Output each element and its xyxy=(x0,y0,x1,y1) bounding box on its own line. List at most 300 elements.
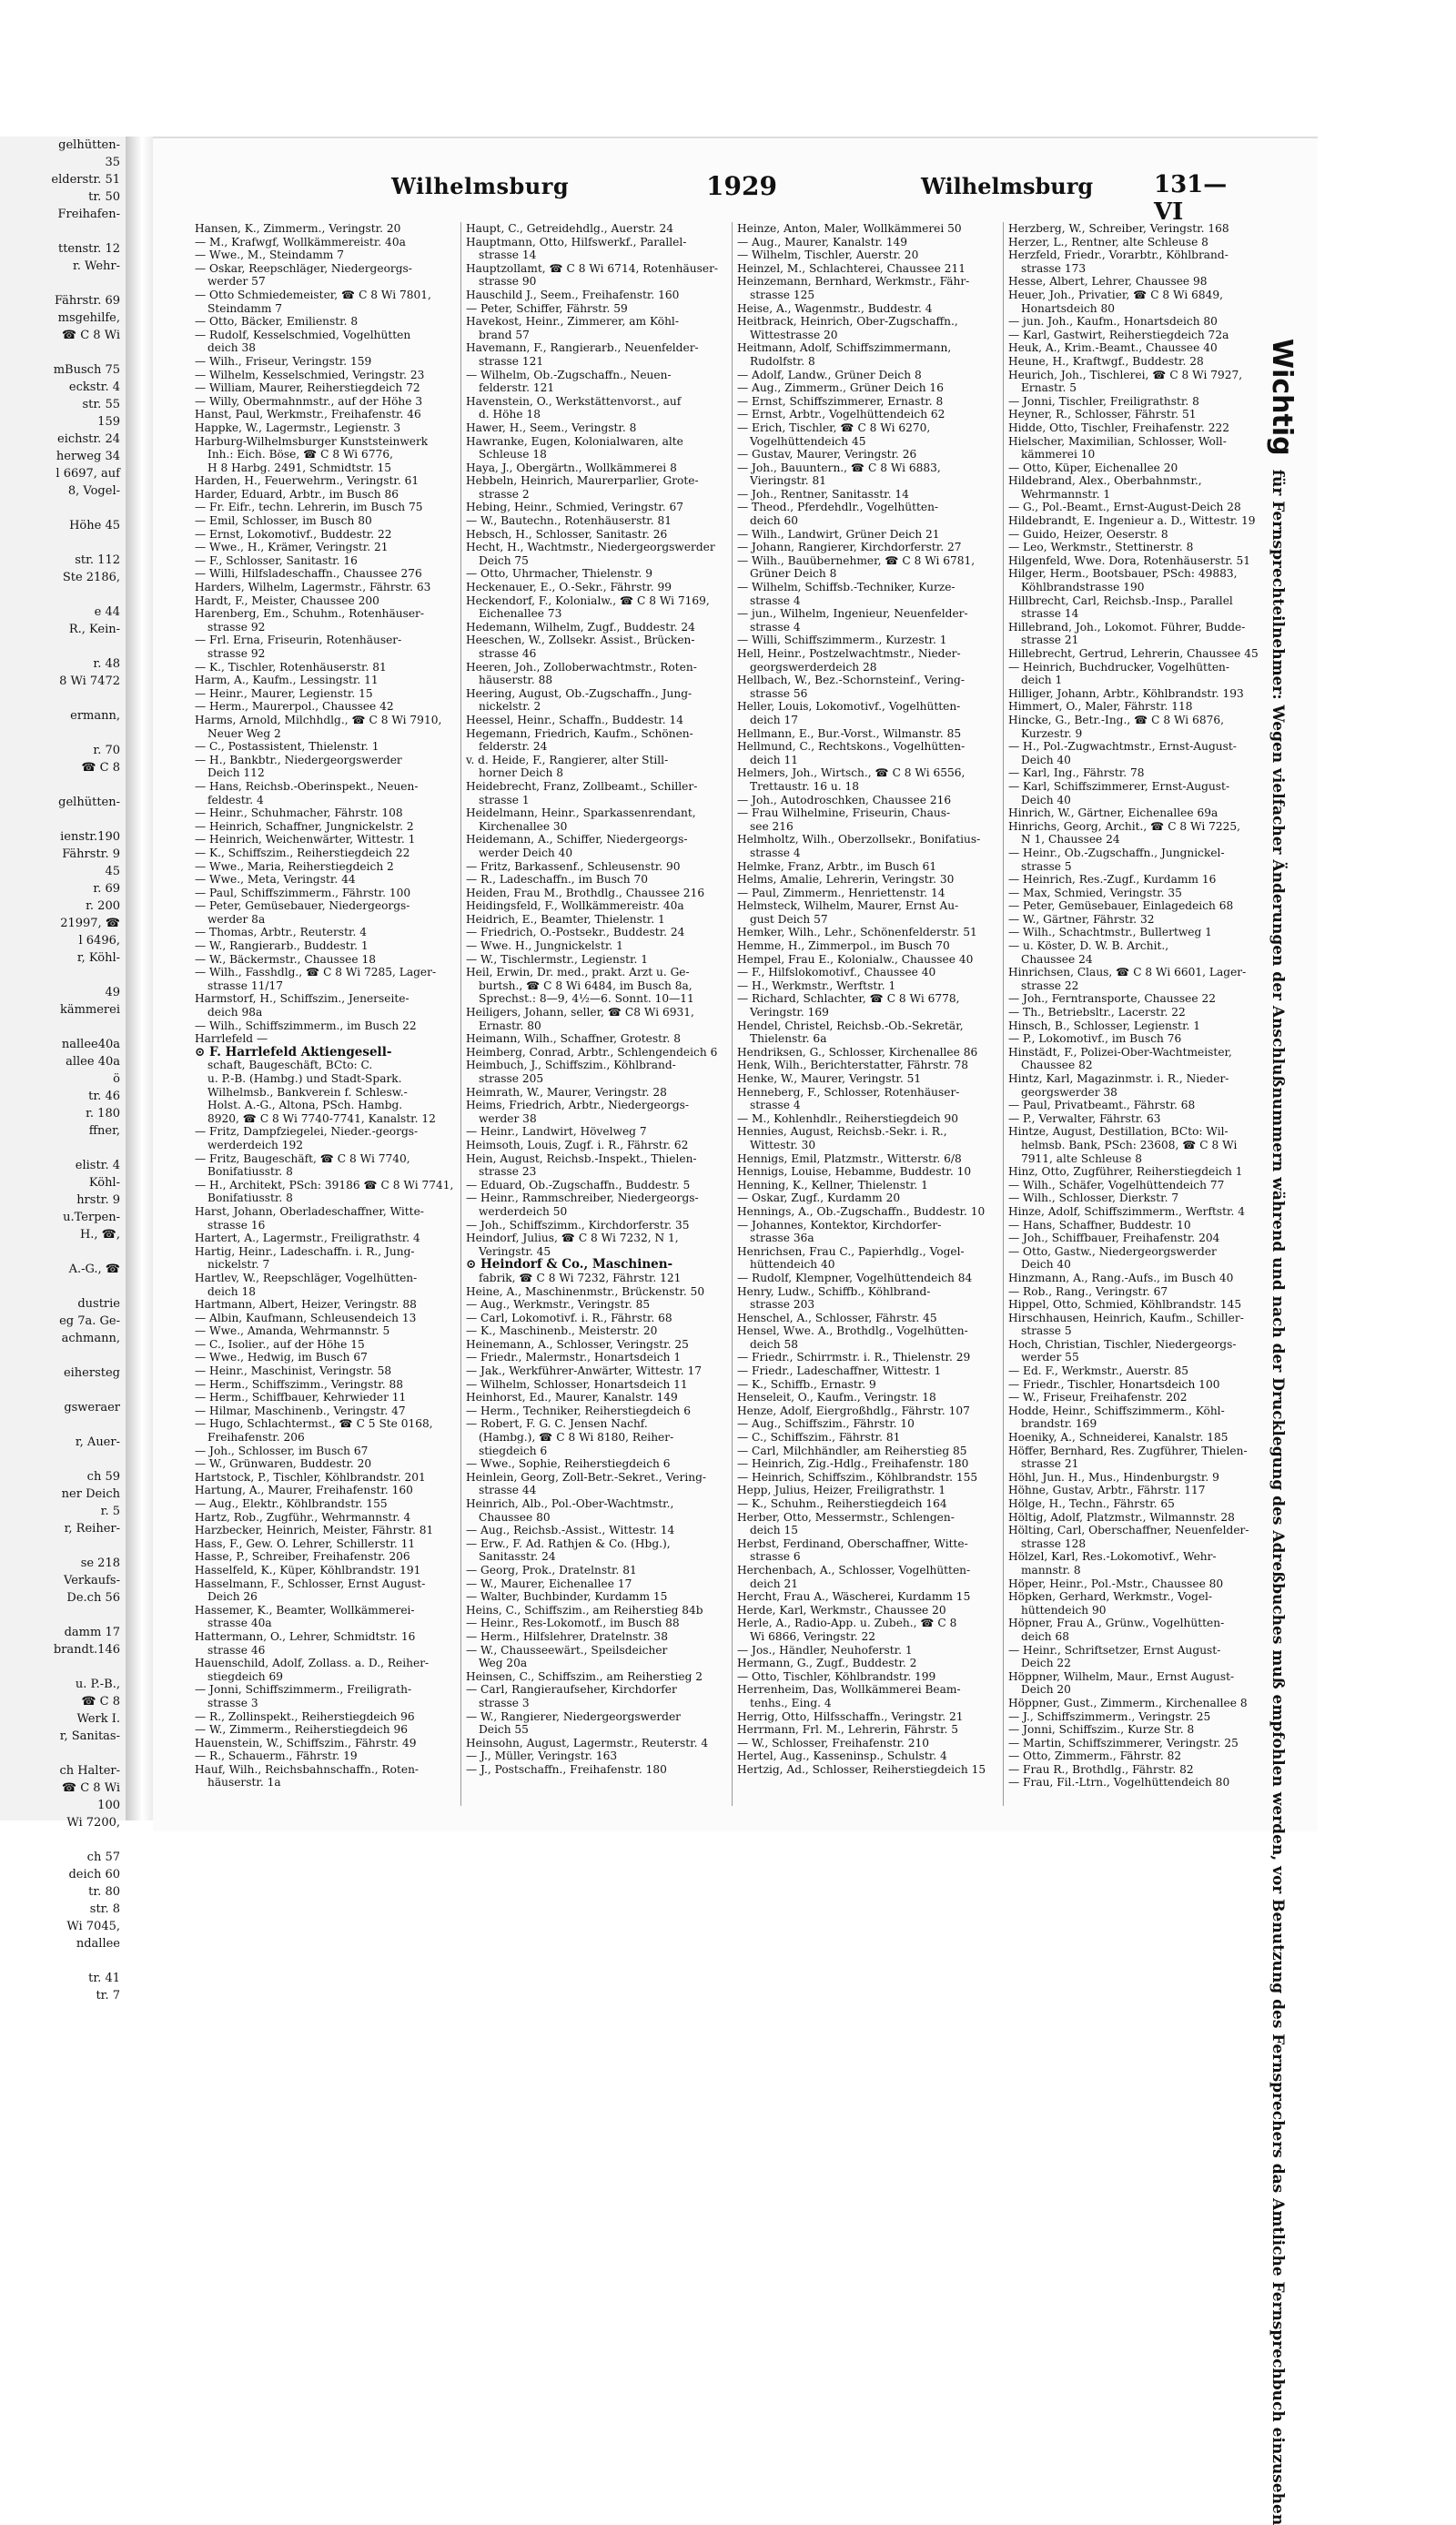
directory-entry-line: deich 38 xyxy=(207,341,256,355)
directory-entry-line: Steindamm 7 xyxy=(207,301,283,315)
directory-entry-line: Herber, Otto, Messermstr., Schlengen- xyxy=(737,1510,955,1524)
directory-entry-line: strasse 1 xyxy=(479,793,530,806)
directory-entry-line: — F., Schlosser, Sanitastr. 16 xyxy=(195,553,358,567)
book-gutter xyxy=(126,137,153,1820)
directory-entry-line: — Otto, Uhrmacher, Thielenstr. 9 xyxy=(466,567,653,581)
prev-page-line: ☎ C 8 xyxy=(81,761,120,775)
directory-entry-line: — Frau, Fil.-Ltrn., Vogelhüttendeich 80 xyxy=(1008,1776,1230,1790)
prev-page-line: 21997, ☎ xyxy=(60,917,120,930)
directory-entry-line: Hercht, Frau A., Wäscherei, Kurdamm 15 xyxy=(737,1590,971,1604)
prev-page-line: u. P.-B., xyxy=(75,1678,120,1691)
directory-entry-line: — Heinr., Landwirt, Hövelweg 7 xyxy=(466,1125,647,1139)
prev-page-line: ndallee xyxy=(76,1937,120,1951)
directory-entry-line: Herde, Karl, Werkmstr., Chaussee 20 xyxy=(737,1603,946,1617)
directory-entry-line: Hartmann, Albert, Heizer, Veringstr. 88 xyxy=(195,1298,417,1312)
directory-entry-line: — Wwe., M., Steindamm 7 xyxy=(195,248,344,262)
directory-entry-line: strasse 36a xyxy=(750,1232,814,1245)
prev-page-line: r, Auer- xyxy=(75,1435,120,1449)
directory-entry-line: — Joh., Rentner, Sanitasstr. 14 xyxy=(737,487,909,501)
directory-entry-line: Harder, Eduard, Arbtr., im Busch 86 xyxy=(195,487,399,501)
directory-entry-line: Wehrmannstr. 1 xyxy=(1021,487,1111,501)
directory-entry-line: Heune, H., Kraftwgf., Buddestr. 28 xyxy=(1008,354,1204,368)
directory-entry-line: Wittestrasse 20 xyxy=(750,328,838,341)
directory-entry-line: deich 11 xyxy=(750,753,798,766)
directory-entry-line: Kirchenallee 30 xyxy=(479,819,568,833)
prev-page-line: ienstr.190 xyxy=(60,830,120,844)
prev-page-line: Werk I. xyxy=(76,1712,120,1726)
directory-entry-line: Hölge, H., Techn., Fährstr. 65 xyxy=(1008,1497,1175,1510)
directory-entry-line: Hillbrecht, Carl, Reichsb.-Insp., Parallel xyxy=(1008,593,1233,607)
directory-entry-line: georgswerder 38 xyxy=(1021,1085,1117,1099)
prev-page-line: msgehilfe, xyxy=(57,311,120,325)
directory-entry-line: Eichenallee 73 xyxy=(479,607,562,621)
prev-page-line: R., Kein- xyxy=(68,623,120,636)
directory-entry-line: Hincke, G., Betr.-Ing., ☎ C 8 Wi 6876, xyxy=(1008,713,1224,726)
directory-entry-line: Heims, Friedrich, Arbtr., Niedergeorgs- xyxy=(466,1099,690,1112)
directory-entry-line: — W., Gärtner, Fährstr. 32 xyxy=(1008,912,1155,926)
directory-entry-line: Heuk, A., Krim.-Beamt., Chaussee 40 xyxy=(1008,341,1218,355)
directory-entry-line: Höffer, Bernhard, Res. Zugführer, Thielen- xyxy=(1008,1444,1248,1457)
directory-entry-line: N 1, Chaussee 24 xyxy=(1021,833,1120,847)
directory-entry-line: fabrik, ☎ C 8 Wi 7232, Fährstr. 121 xyxy=(479,1271,682,1284)
prev-page-line: elderstr. 51 xyxy=(51,173,120,187)
directory-entry-line: Chaussee 80 xyxy=(479,1510,551,1524)
directory-entry-line: Hellmann, E., Bur.-Vorst., Wilmanstr. 85 xyxy=(737,726,962,740)
directory-entry-line: — Eduard, Ob.-Zugschaffn., Buddestr. 5 xyxy=(466,1178,691,1192)
directory-entry-line: Hildebrandt, E. Ingenieur a. D., Wittestr. 19 xyxy=(1008,514,1256,528)
directory-entry-line: Heinlein, Georg, Zoll-Betr.-Sekret., Vering- xyxy=(466,1470,707,1484)
directory-entry-line: — Willi, Schiffszimmerm., Kurzestr. 1 xyxy=(737,634,947,647)
directory-entry-line: Hanst, Paul, Werkmstr., Freihafenstr. 46 xyxy=(195,408,421,421)
directory-entry-line: Grüner Deich 8 xyxy=(750,567,837,581)
directory-entry-line: — Fritz, Baugeschäft, ☎ C 8 Wi 7740, xyxy=(195,1151,410,1165)
prev-page-line: 100 xyxy=(97,1799,120,1812)
directory-entry-line: deich 68 xyxy=(1021,1629,1069,1643)
directory-entry-line: — M., Krafwgf, Wollkämmereistr. 40a xyxy=(195,235,406,248)
directory-entry-line: feldestr. 4 xyxy=(207,793,264,806)
directory-entry-line: — Fritz, Barkassenf., Schleusenstr. 90 xyxy=(466,859,681,873)
column-divider xyxy=(1003,222,1004,1806)
page-number: 131—VI xyxy=(1154,171,1228,226)
directory-entry-line: Hartz, Rob., Zugführ., Wehrmannstr. 4 xyxy=(195,1510,411,1524)
directory-entry-line: Hinrichsen, Claus, ☎ C 8 Wi 6601, Lager- xyxy=(1008,966,1247,979)
directory-entry-line: brand 57 xyxy=(479,328,530,341)
directory-entry-line: — Fritz, Dampfziegelei, Nieder.-georgs- xyxy=(195,1125,419,1139)
directory-entry-line: Herrenheim, Das, Wollkämmerei Beam- xyxy=(737,1683,961,1697)
directory-entry-line: Hillebrand, Joh., Lokomot. Führer, Budde- xyxy=(1008,620,1246,634)
prev-page-line: str. 112 xyxy=(75,553,120,567)
directory-entry-line: Harmstorf, H., Schiffszim., Jenerseite- xyxy=(195,992,410,1006)
directory-entry-line: Helmsteck, Wilhelm, Maurer, Ernst Au- xyxy=(737,899,959,913)
directory-entry-line: Deich 40 xyxy=(1021,1258,1071,1272)
directory-entry-line: — Hilmar, Maschinenb., Veringstr. 47 xyxy=(195,1404,406,1417)
directory-entry-line: Hartlev, W., Reepschläger, Vogelhütten- xyxy=(195,1271,418,1284)
directory-entry-line: — W., Bäckermstr., Chaussee 18 xyxy=(195,952,376,966)
directory-entry-line: Havekost, Heinr., Zimmerer, am Köhl- xyxy=(466,315,679,329)
directory-entry-line: Neuer Weg 2 xyxy=(207,726,281,740)
directory-entry-line: brandstr. 169 xyxy=(1021,1417,1097,1431)
directory-entry-line: Heimbuch, J., Schiffszim., Köhlbrand- xyxy=(466,1059,676,1072)
directory-entry-line: — Th., Betriebsltr., Lacerstr. 22 xyxy=(1008,1006,1186,1019)
directory-entry-line: — Erw., F. Ad. Rathjen & Co. (Hbg.), xyxy=(466,1536,671,1550)
directory-entry-line: — Herm., Techniker, Reiherstiegdeich 6 xyxy=(466,1404,692,1417)
directory-entry-line: Herrmann, Frl. M., Lehrerin, Fährstr. 5 xyxy=(737,1723,959,1737)
directory-entry-line: Höppner, Gust., Zimmerm., Kirchenallee 8 xyxy=(1008,1696,1248,1709)
directory-entry-line: werder Deich 40 xyxy=(479,846,573,859)
directory-entry-line: Hippel, Otto, Schmied, Köhlbrandstr. 145 xyxy=(1008,1298,1242,1312)
directory-entry-line: Hauschild J., Seem., Freihafenstr. 160 xyxy=(466,288,680,301)
directory-entry-line: — Herm., Maurerpol., Chaussee 42 xyxy=(195,700,394,714)
directory-entry-line: Harrlefeld — xyxy=(195,1032,268,1046)
prev-page-line: deich 60 xyxy=(68,1868,120,1881)
directory-entry-line: — Paul, Zimmerm., Henriettenstr. 14 xyxy=(737,886,945,899)
directory-entry-line: — K., Schiffszim., Reiherstiegdeich 22 xyxy=(195,846,410,859)
directory-entry-line: — Heinrich, Weichenwärter, Wittestr. 1 xyxy=(195,833,416,847)
prev-page-line: elistr. 4 xyxy=(75,1159,120,1172)
directory-entry-line: nickelstr. 2 xyxy=(479,700,541,714)
directory-entry-line: Höltig, Adolf, Platzmstr., Wilmannstr. 28 xyxy=(1008,1510,1235,1524)
directory-entry-line: Heidebrecht, Franz, Zollbeamt., Schiller- xyxy=(466,779,698,793)
prev-page-line: gsweraer xyxy=(64,1401,120,1415)
directory-entry-line: — Adolf, Landw., Grüner Deich 8 xyxy=(737,368,922,381)
directory-entry-line: deich 60 xyxy=(750,514,798,528)
directory-entry-line: (Hambg.), ☎ C 8 Wi 8180, Reiher- xyxy=(479,1431,674,1445)
directory-entry-line: — Frau R., Brothdlg., Fährstr. 82 xyxy=(1008,1762,1194,1776)
directory-entry-line: Hinsch, B., Schlosser, Legienstr. 1 xyxy=(1008,1019,1201,1032)
directory-entry-line: — Theod., Pferdehdlr., Vogelhütten- xyxy=(737,501,939,514)
prev-page-line xyxy=(0,275,126,292)
directory-entry-line: Vieringstr. 81 xyxy=(750,474,826,488)
directory-entry-line: Henry, Ludw., Schiffb., Köhlbrand- xyxy=(737,1284,931,1298)
prev-page-line: l 6496, xyxy=(78,934,120,948)
directory-entry-line: Heil, Erwin, Dr. med., prakt. Arzt u. Ge- xyxy=(466,966,690,979)
directory-entry-line: stiegdeich 6 xyxy=(479,1444,548,1457)
directory-entry-line: Hedemann, Wilhelm, Zugf., Buddestr. 24 xyxy=(466,620,695,634)
directory-entry-line: — jun., Wilhelm, Ingenieur, Neuenfelder- xyxy=(737,607,968,621)
prev-page-line: tr. 41 xyxy=(88,1972,120,1985)
directory-entry-line: Hasselfeld, K., Küper, Köhlbrandstr. 191 xyxy=(195,1563,421,1577)
directory-entry-line: — Thomas, Arbtr., Reuterstr. 4 xyxy=(195,926,367,939)
directory-entry-line: — J., Schiffszimmerm., Veringstr. 25 xyxy=(1008,1709,1211,1723)
prev-page-line: herweg 34 xyxy=(56,450,120,463)
prev-page-line xyxy=(0,967,126,984)
directory-entry-line: — Heinrich, Schaffner, Jungnickelstr. 2 xyxy=(195,819,414,833)
directory-entry-line: Hillebrecht, Gertrud, Lehrerin, Chaussee 45 xyxy=(1008,647,1259,660)
directory-entry-line: — Frau Wilhelmine, Friseurin, Chaus- xyxy=(737,806,951,820)
directory-entry-line: Hidde, Otto, Tischler, Freihafenstr. 222 xyxy=(1008,421,1229,434)
prev-page-line: r. 69 xyxy=(93,882,120,896)
prev-page-line xyxy=(0,1382,126,1399)
directory-entry-line: — Frl. Erna, Friseurin, Rotenhäuser- xyxy=(195,634,402,647)
prev-page-line: tr. 7 xyxy=(96,1989,120,2003)
directory-entry-line: strasse 44 xyxy=(479,1484,537,1497)
directory-entry-line: strasse 46 xyxy=(207,1643,266,1657)
prev-page-line: eichstr. 24 xyxy=(57,432,120,446)
directory-entry-line: Heeschen, W., Zollsekr. Assist., Brücken- xyxy=(466,634,695,647)
prev-page-line: r, Reiher- xyxy=(64,1522,120,1536)
directory-entry-line: — Jak., Werkführer-Anwärter, Wittestr. 17 xyxy=(466,1364,702,1378)
directory-entry-line: u. P.-B. (Hambg.) und Stadt-Spark. xyxy=(207,1072,402,1085)
prev-page-line: ffner, xyxy=(88,1124,120,1138)
directory-entry-line: — jun. Joh., Kaufm., Honartsdeich 80 xyxy=(1008,315,1218,329)
directory-entry-line: Hebsch, H., Schlosser, Sanitastr. 26 xyxy=(466,527,668,541)
directory-entry-line: deich 58 xyxy=(750,1337,798,1351)
prev-page-line: De.ch 56 xyxy=(66,1591,120,1605)
directory-entry-line: Hendel, Christel, Reichsb.-Ob.-Sekretär, xyxy=(737,1019,964,1032)
directory-entry-line: — Wilh., Friseur, Veringstr. 159 xyxy=(195,354,372,368)
directory-entry-line: Hildebrand, Alex., Oberbahnmstr., xyxy=(1008,474,1202,488)
directory-entry-line: — Aug., Zimmerm., Grüner Deich 16 xyxy=(737,381,944,395)
directory-entry-line: — Friedr., Tischler, Honartsdeich 100 xyxy=(1008,1377,1220,1391)
directory-entry-line: Chaussee 82 xyxy=(1021,1059,1093,1072)
directory-entry-line: — Wilhelm, Tischler, Auerstr. 20 xyxy=(737,248,919,262)
directory-entry-line: — Georg, Prok., Dratelnstr. 81 xyxy=(466,1563,637,1577)
directory-entry-line: — Carl, Lokomotivf. i. R., Fährstr. 68 xyxy=(466,1311,672,1324)
directory-entry-line: Hirschhausen, Heinrich, Kaufm., Schiller- xyxy=(1008,1311,1244,1324)
directory-entry-line: — Heinr., Schuhmacher, Fährstr. 108 xyxy=(195,806,403,820)
prev-page-line: str. 8 xyxy=(89,1902,120,1916)
directory-entry-line: — Karl, Gastwirt, Reiherstiegdeich 72a xyxy=(1008,328,1229,341)
directory-entry-line: Heimberg, Conrad, Arbtr., Schlengendeich 6 xyxy=(466,1045,718,1059)
directory-entry-line: Heindorf, Julius, ☎ C 8 Wi 7232, N 1, xyxy=(466,1232,679,1245)
prev-page-line: achmann, xyxy=(61,1332,120,1345)
prev-page-line: l 6697, auf xyxy=(56,467,120,481)
prev-page-line: tr. 80 xyxy=(88,1885,120,1899)
prev-page-line: nallee40a xyxy=(61,1038,120,1051)
directory-entry-line: Heise, A., Wagenmstr., Buddestr. 4 xyxy=(737,301,933,315)
directory-entry-line: Heinhorst, Ed., Maurer, Kanalstr. 149 xyxy=(466,1391,678,1404)
directory-entry-line: — G., Pol.-Beamt., Ernst-August-Deich 28 xyxy=(1008,501,1241,514)
prev-page-line: r. 180 xyxy=(86,1107,120,1121)
directory-entry-line: Hennings, A., Ob.-Zugschaffn., Buddestr. 10 xyxy=(737,1204,986,1218)
directory-entry-line: Herrig, Otto, Hilfsschaffn., Veringstr. 21 xyxy=(737,1709,964,1723)
directory-entry-line: Heiligers, Johann, seller, ☎ C8 Wi 6931, xyxy=(466,1006,694,1019)
directory-entry-line: — Wilh., Schiffszimmerm., im Busch 22 xyxy=(195,1019,417,1032)
prev-page-line: ner Deich xyxy=(61,1487,120,1501)
prev-page-line: ch Halter- xyxy=(59,1764,120,1778)
directory-entry-line: Chaussee 24 xyxy=(1021,952,1093,966)
directory-entry-line: — Wwe., Amanda, Wehrmannstr. 5 xyxy=(195,1324,390,1338)
directory-entry-line: Heitbrack, Heinrich, Ober-Zugschaffn., xyxy=(737,315,958,329)
prev-page-line xyxy=(0,1451,126,1468)
directory-entry-line: — W., Schlosser, Freihafenstr. 210 xyxy=(737,1736,930,1749)
directory-entry-line: Höpken, Gerhard, Werkmstr., Vogel- xyxy=(1008,1590,1213,1604)
directory-entry-line: — Heinr., Ob.-Zugschaffn., Jungnickel- xyxy=(1008,846,1225,859)
directory-entry-line: 7911, alte Schleuse 8 xyxy=(1021,1151,1142,1165)
prev-page-line: kämmerei xyxy=(59,1003,120,1017)
directory-entry-line: Sanitasstr. 24 xyxy=(479,1550,556,1564)
directory-entry-line: — Walter, Buchbinder, Kurdamm 15 xyxy=(466,1590,668,1604)
directory-entry-line: — Robert, F. G. C. Jensen Nachf. xyxy=(466,1417,648,1431)
directory-entry-line: strasse 92 xyxy=(207,647,266,660)
directory-entry-line: — Hans, Schaffner, Buddestr. 10 xyxy=(1008,1218,1191,1232)
directory-entry-line: Harzbecker, Heinrich, Meister, Fährstr. 81 xyxy=(195,1524,434,1537)
directory-entry-line: Harms, Arnold, Milchhdlg., ☎ C 8 Wi 7910, xyxy=(195,713,442,726)
directory-entry-line: — Wilh., Fasshdlg., ☎ C 8 Wi 7285, Lager- xyxy=(195,966,437,979)
notice-title: Wichtig xyxy=(1266,339,1298,456)
directory-entry-line: — W., Grünwaren, Buddestr. 20 xyxy=(195,1457,372,1471)
directory-entry-line: nickelstr. 7 xyxy=(207,1258,270,1272)
directory-entry-line: Hartig, Heinr., Ladeschaffn. i. R., Jung- xyxy=(195,1244,415,1258)
directory-entry-line: — C., Schiffszim., Fährstr. 81 xyxy=(737,1431,901,1445)
directory-entry-line: werderdeich 50 xyxy=(479,1204,568,1218)
directory-entry-line: — Heinr., Rammschreiber, Niedergeorgs- xyxy=(466,1192,699,1205)
prev-page-line: Wi 7200, xyxy=(66,1816,120,1830)
directory-entry-line: Bonifatiusstr. 8 xyxy=(207,1165,293,1179)
prev-page-line: Verkaufs- xyxy=(64,1574,120,1587)
directory-entry-line: Harburg-Wilhelmsburger Kunststeinwerk xyxy=(195,434,429,448)
directory-entry-line: Deich 20 xyxy=(1021,1683,1071,1697)
directory-entry-line: — W., Rangierer, Niedergeorgswerder xyxy=(466,1709,681,1723)
directory-entry-line: — Wilh., Schlosser, Dierkstr. 7 xyxy=(1008,1192,1179,1205)
prev-page-line: brandt.146 xyxy=(53,1643,120,1657)
prev-page-line xyxy=(0,1607,126,1624)
directory-entry-line: — Wilhelm, Ob.-Zugschaffn., Neuen- xyxy=(466,368,672,381)
prev-page-line: Fährstr. 69 xyxy=(55,294,120,308)
directory-entry-line: Helmers, Joh., Wirtsch., ☎ C 8 Wi 6556, xyxy=(737,766,966,780)
directory-entry-line: Heeren, Joh., Zolloberwachtmstr., Roten- xyxy=(466,660,697,674)
directory-entry-line: — Johannes, Kontektor, Kirchdorfer- xyxy=(737,1218,942,1232)
directory-entry-line: — Willi, Hilfsladeschaffn., Chaussee 276 xyxy=(195,567,422,581)
directory-entry-line: — Herm., Schiffszimm., Veringstr. 88 xyxy=(195,1377,403,1391)
directory-entry-line: Helms, Amalie, Lehrerin, Veringstr. 30 xyxy=(737,873,955,887)
directory-entry-line: Hartstock, P., Tischler, Köhlbrandstr. 201 xyxy=(195,1470,426,1484)
prev-page-line xyxy=(0,1278,126,1295)
directory-entry-line: — W., Friseur, Freihafenstr. 202 xyxy=(1008,1391,1188,1404)
directory-entry-line: Hesse, Albert, Lehrer, Chaussee 98 xyxy=(1008,275,1208,289)
directory-entry-line: — Wwe., Hedwig, im Busch 67 xyxy=(195,1351,368,1364)
directory-entry-line: Henning, K., Kellner, Thielenstr. 1 xyxy=(737,1178,928,1192)
prev-page-line: Wi 7045, xyxy=(66,1920,120,1933)
directory-entry-line: Heyner, R., Schlosser, Fährstr. 51 xyxy=(1008,408,1197,421)
directory-entry-line: — Otto, Gastw., Niedergeorgswerder xyxy=(1008,1244,1217,1258)
prev-page-line xyxy=(0,1537,126,1555)
directory-entry-line: — Joh., Ferntransporte, Chaussee 22 xyxy=(1008,992,1216,1006)
column-divider xyxy=(460,222,461,1806)
directory-entry-line: strasse 56 xyxy=(750,686,808,700)
column-4 xyxy=(1008,222,1268,1806)
directory-entry-line: — K., Tischler, Rotenhäuserstr. 81 xyxy=(195,660,387,674)
directory-entry-line: Deich 55 xyxy=(479,1723,529,1737)
directory-entry-line: strasse 125 xyxy=(750,288,815,301)
directory-entry-line: — Erich, Tischler, ☎ C 8 Wi 6270, xyxy=(737,421,931,434)
directory-entry-line: strasse 2 xyxy=(479,487,530,501)
directory-entry-line: — Heinr., Maurer, Legienstr. 15 xyxy=(195,686,373,700)
directory-entry-line: Hempel, Frau E., Kolonialw., Chaussee 40 xyxy=(737,952,974,966)
directory-entry-line: — P., Lokomotivf., im Busch 76 xyxy=(1008,1032,1182,1046)
directory-entry-line: — Rudolf, Kesselschmied, Vogelhütten xyxy=(195,328,411,341)
directory-entry-line: kämmerei 10 xyxy=(1021,448,1096,461)
directory-entry-line: Heine, A., Maschinenmstr., Brückenstr. 50 xyxy=(466,1284,705,1298)
prev-page-line: r. 70 xyxy=(93,744,120,757)
directory-entry-line: strasse 11/17 xyxy=(207,979,283,992)
directory-entry-line: Höppner, Wilhelm, Maur., Ernst August- xyxy=(1008,1669,1235,1683)
directory-entry-line: — H., Bankbtr., Niedergeorgswerder xyxy=(195,753,402,766)
directory-entry-line: Hintze, August, Destillation, BCto: Wil- xyxy=(1008,1125,1228,1139)
directory-entry-line: deich 21 xyxy=(750,1577,798,1590)
directory-entry-line: Wittestr. 30 xyxy=(750,1138,816,1151)
directory-entry-line: strasse 5 xyxy=(1021,1324,1072,1338)
directory-entry-line: Hauptzollamt, ☎ C 8 Wi 6714, Rotenhäuser- xyxy=(466,261,719,275)
prev-page-line: 35 xyxy=(105,156,120,169)
prev-page-line: ch 57 xyxy=(86,1851,120,1864)
directory-entry-line: — Joh., Bauuntern., ☎ C 8 Wi 6883, xyxy=(737,461,941,474)
directory-entry-line: — Peter, Schiffer, Fährstr. 59 xyxy=(466,301,628,315)
directory-entry-line: Heurich, Joh., Tischlerei, ☎ C 8 Wi 7927, xyxy=(1008,368,1243,381)
directory-entry-line: Herchenbach, A., Schlosser, Vogelhütten- xyxy=(737,1563,971,1577)
directory-entry-line: see 216 xyxy=(750,819,794,833)
directory-entry-line: — Joh., Schlosser, im Busch 67 xyxy=(195,1444,369,1457)
directory-entry-line: Hauf, Wilh., Reichsbahnschaffn., Roten- xyxy=(195,1762,420,1776)
prev-page-line: allee 40a xyxy=(66,1055,120,1069)
directory-entry-line: Hinstädt, F., Polizei-Ober-Wachtmeister, xyxy=(1008,1045,1232,1059)
directory-entry-line: Heins, C., Schiffszim., am Reiherstieg 84b xyxy=(466,1603,703,1617)
directory-entry-line: strasse 23 xyxy=(479,1165,537,1179)
directory-entry-line: v. d. Heide, F., Rangierer, alter Still- xyxy=(466,753,669,766)
directory-entry-line: — Aug., Maurer, Kanalstr. 149 xyxy=(737,235,908,248)
directory-entry-line: Havenstein, O., Werkstättenvorst., auf xyxy=(466,394,682,408)
directory-entry-line: — Max, Schmied, Veringstr. 35 xyxy=(1008,886,1182,899)
directory-entry-line: Harm, A., Kaufm., Lessingstr. 11 xyxy=(195,674,379,687)
prev-page-line: ermann, xyxy=(70,709,120,723)
directory-entry-line: werderdeich 192 xyxy=(207,1138,304,1151)
directory-entry-line: — Friedr., Ladeschaffner, Wittestr. 1 xyxy=(737,1364,942,1378)
prev-page-line: u.Terpen- xyxy=(63,1211,120,1224)
directory-entry-line: — Karl, Ing., Fährstr. 78 xyxy=(1008,766,1145,780)
directory-entry-line: Hasselmann, F., Schlosser, Ernst August- xyxy=(195,1577,426,1590)
directory-entry-line: werder 8a xyxy=(207,912,266,926)
directory-entry-line: — Hugo, Schlachtermst., ☎ C 5 Ste 0168, xyxy=(195,1417,433,1431)
directory-entry-line: — Martin, Schiffszimmerer, Veringstr. 25 xyxy=(1008,1736,1239,1749)
directory-entry-line: — Joh., Schiffszimm., Kirchdorferstr. 35 xyxy=(466,1218,690,1232)
prev-page-line xyxy=(0,1243,126,1261)
directory-entry-line: — W., Zimmerm., Reiherstiegdeich 96 xyxy=(195,1723,408,1737)
directory-entry-line: — Ed. F., Werkmstr., Auerstr. 85 xyxy=(1008,1364,1189,1378)
directory-entry-line: Henke, W., Maurer, Veringstr. 51 xyxy=(737,1072,922,1085)
directory-entry-line: Heidemann, A., Schiffer, Niedergeorgs- xyxy=(466,833,688,847)
directory-entry-line: Herzer, L., Rentner, alte Schleuse 8 xyxy=(1008,235,1208,248)
directory-entry-line: Ernastr. 5 xyxy=(1021,381,1077,395)
directory-entry-line: Wi 6866, Veringstr. 22 xyxy=(750,1629,876,1643)
directory-entry-line: — Jonni, Tischler, Freiligrathstr. 8 xyxy=(1008,394,1199,408)
directory-entry-line: — J., Postschaffn., Freihafenstr. 180 xyxy=(466,1762,667,1776)
directory-entry-line: Haupt, C., Getreidehdlg., Auerstr. 24 xyxy=(466,222,674,235)
directory-entry-line: Hauptmann, Otto, Hilfswerkf., Parallel- xyxy=(466,235,687,248)
directory-entry-line: Herle, A., Radio-App. u. Zubeh., ☎ C 8 xyxy=(737,1617,957,1630)
directory-entry-line: Inh.: Eich. Böse, ☎ C 8 Wi 6776, xyxy=(207,448,393,461)
directory-entry-line: strasse 92 xyxy=(207,620,266,634)
prev-page-line: 45 xyxy=(105,865,120,878)
directory-entry-line: Hoch, Christian, Tischler, Niedergeorgs- xyxy=(1008,1337,1237,1351)
prev-page-line xyxy=(0,586,126,603)
directory-entry-line: — Leo, Werkmstr., Stettinerstr. 8 xyxy=(1008,541,1194,554)
directory-entry-line: tenhs., Eing. 4 xyxy=(750,1696,832,1709)
directory-entry-line: — P., Verwalter, Fährstr. 63 xyxy=(1008,1111,1161,1125)
directory-entry-line: Hauenschild, Adolf, Zollass. a. D., Reiher- xyxy=(195,1657,430,1670)
prev-page-line: r. 48 xyxy=(93,657,120,671)
directory-entry-line: — Ernst, Arbtr., Vogelhüttendeich 62 xyxy=(737,408,945,421)
prev-page-line: str. 55 xyxy=(82,398,120,411)
directory-entry-line: strasse 4 xyxy=(750,593,801,607)
directory-entry-line: Sprechst.: 8—9, 4½—6. Sonnt. 10—11 xyxy=(479,992,694,1006)
directory-entry-line: — H., Pol.-Zugwachtmstr., Ernst-August- xyxy=(1008,740,1237,754)
prev-page-line: se 218 xyxy=(80,1557,120,1570)
prev-page-line: ö xyxy=(113,1072,120,1086)
prev-page-line xyxy=(0,1019,126,1036)
prev-page-line xyxy=(0,1745,126,1762)
directory-entry-line: Hinze, Adolf, Schiffszimmerm., Werftstr. 4 xyxy=(1008,1204,1246,1218)
directory-entry-line: — Carl, Rangieraufseher, Kirchdorfer xyxy=(466,1683,677,1697)
